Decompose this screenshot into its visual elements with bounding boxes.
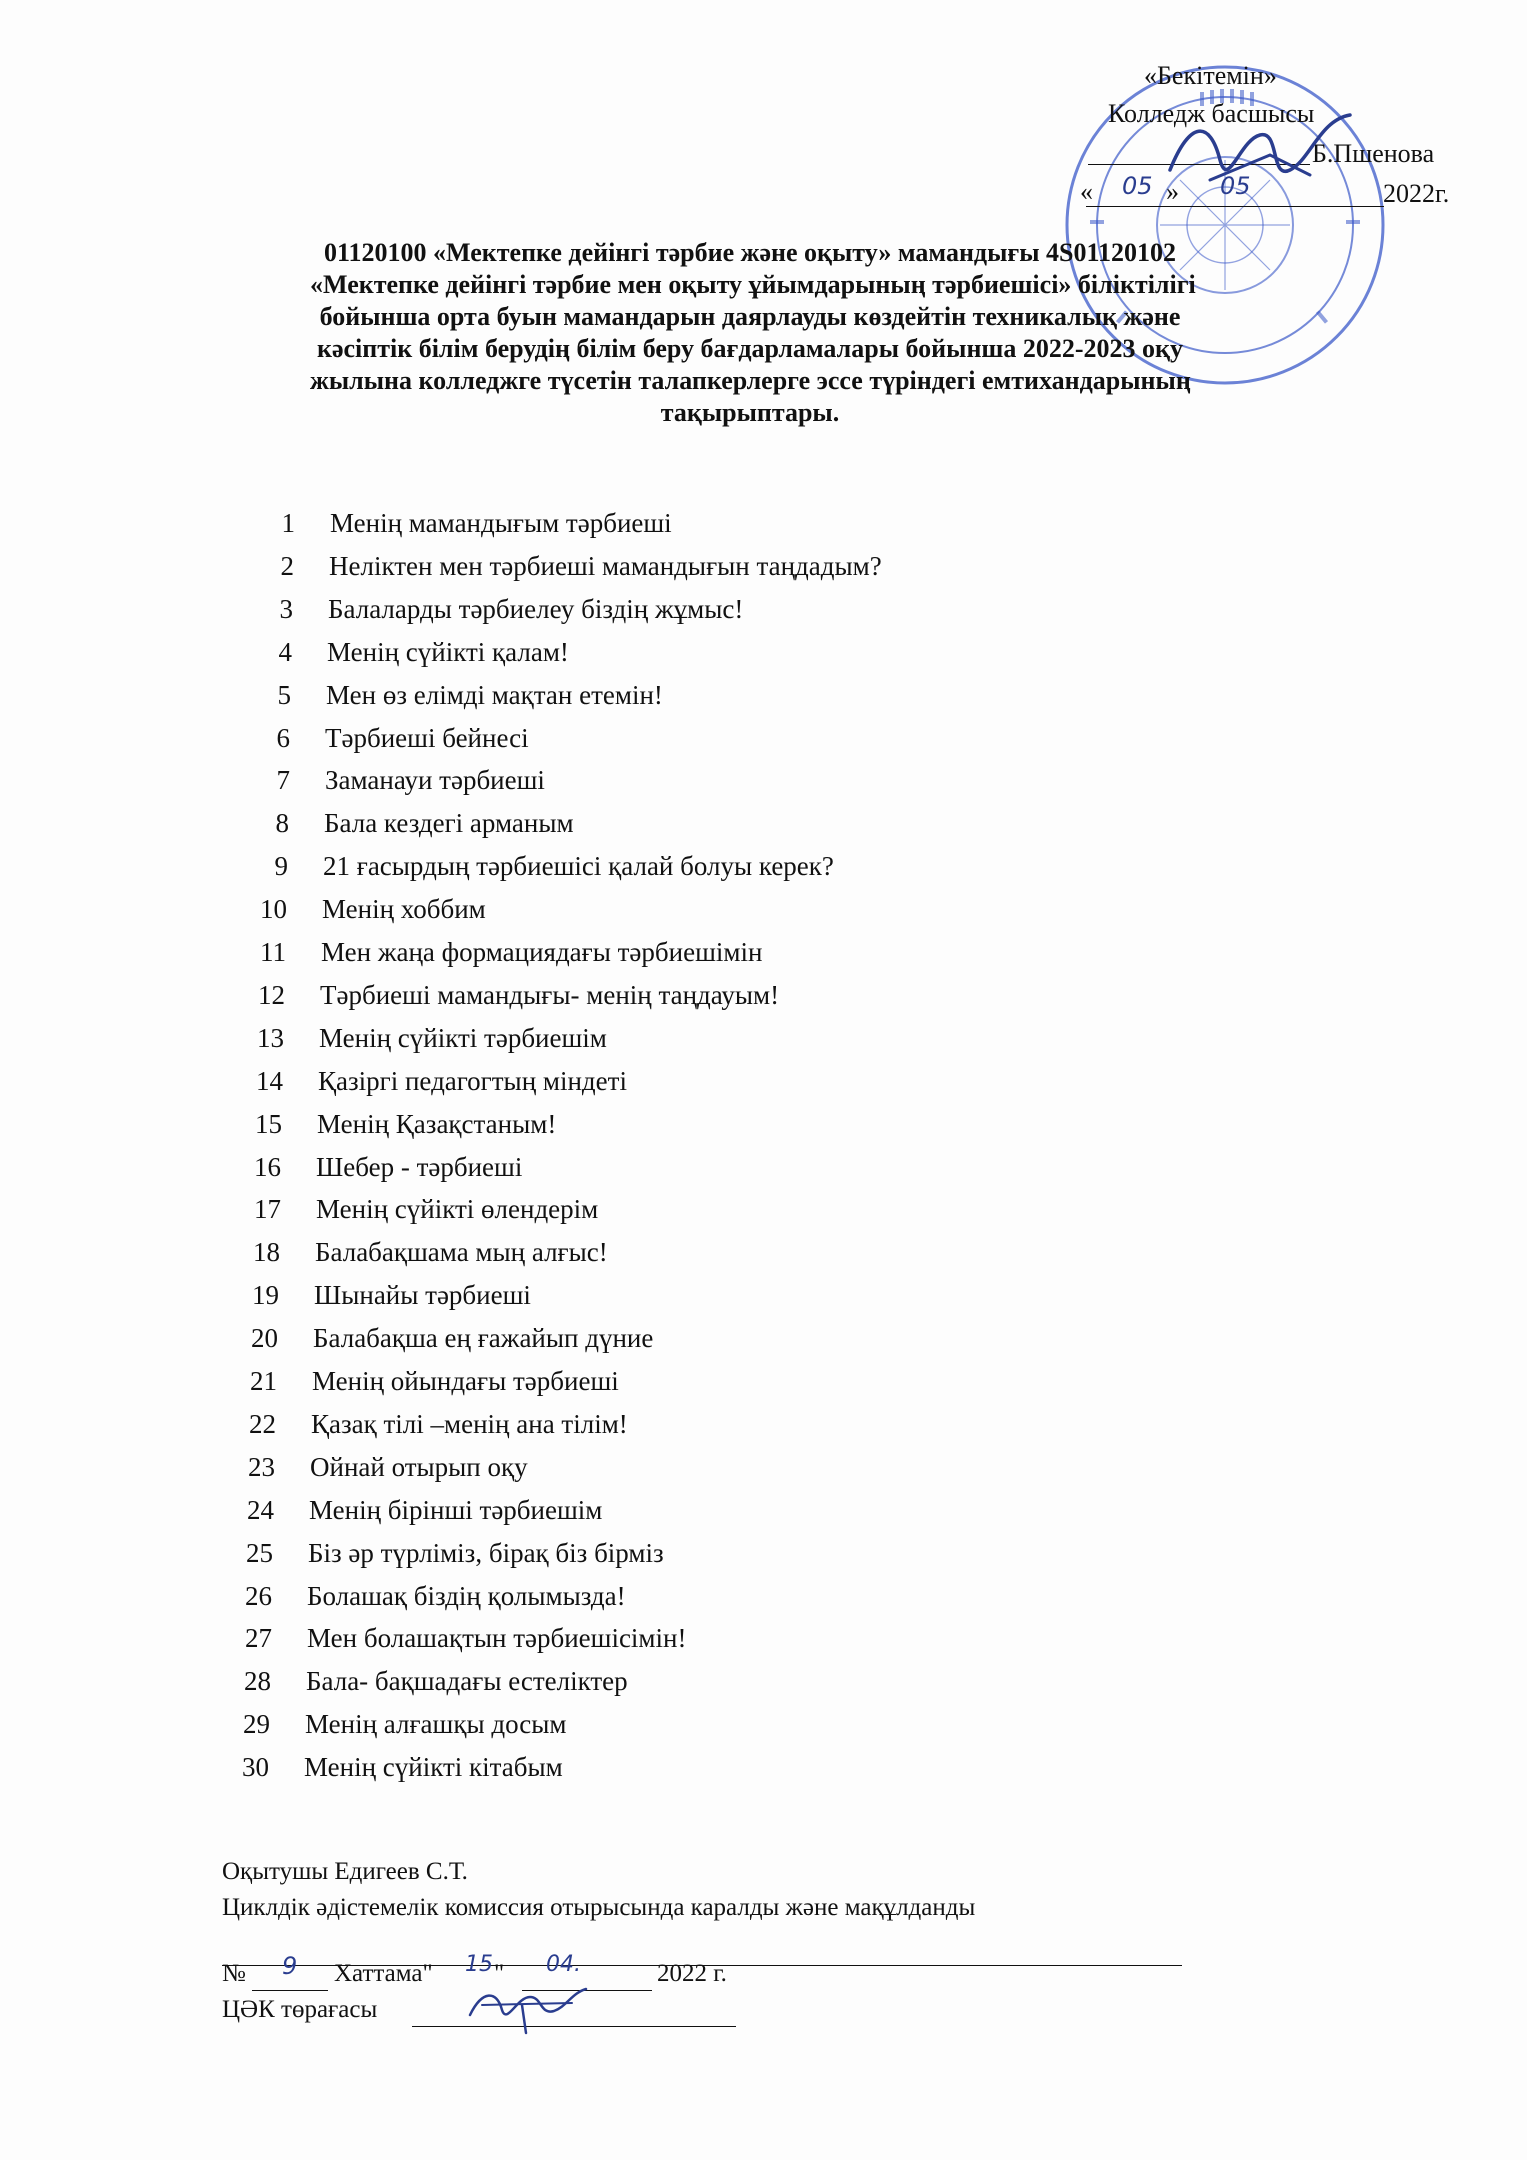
topic-number: 11: [260, 937, 286, 967]
topic-number: 26: [245, 1581, 272, 1611]
document-heading: [310, 237, 1196, 429]
topic-text: Менің алғашқы досым: [305, 1709, 567, 1739]
topic-number: 8: [275, 808, 289, 838]
topic-number: 15: [255, 1109, 282, 1139]
heading-line: бойынша орта буын мамандарын даярлауды көздейтін техникалық және: [319, 302, 1181, 331]
protocol-number: 9: [282, 1952, 298, 1980]
heading-line: жылына колледжге түсетін талапкерлерге эссе түріндегі емтихандарының: [310, 366, 1191, 395]
topic-number: 17: [254, 1194, 281, 1224]
teacher-line: Оқытушы Едигеев С.Т.: [222, 1858, 468, 1885]
topic-text: Менің мамандығым тәрбиеші: [330, 508, 672, 538]
topic-text: Шебер - тәрбиеші: [316, 1152, 523, 1182]
topic-text: Бала- бақшадағы естеліктер: [306, 1666, 628, 1696]
topic-text: Заманауи тәрбиеші: [325, 765, 545, 795]
topic-text: Мен жаңа формациядағы тәрбиешімін: [321, 937, 763, 967]
topic-text: Бала кездегі арманым: [324, 808, 574, 838]
topic-text: Шынайы тәрбиеші: [314, 1280, 531, 1310]
topic-text: Тәрбиеші мамандығы- менің таңдауым!: [320, 980, 780, 1010]
topic-text: Ойнай отырып оқу: [310, 1452, 528, 1482]
approval-day: 05: [1122, 172, 1153, 200]
topic-number: 30: [242, 1752, 269, 1782]
topic-text: Қазіргі педагогтың міндеті: [318, 1066, 627, 1096]
topic-number: 5: [277, 680, 291, 710]
topic-text: Неліктен мен тәрбиеші мамандығын таңдадым?: [329, 551, 882, 581]
chair-label: ЦӘК төрағасы: [222, 1996, 378, 2023]
approval-open-quote: «: [1080, 177, 1093, 206]
topic-number: 4: [278, 637, 292, 667]
topic-text: Менің сүйікті өлендерім: [316, 1194, 599, 1224]
topic-number: 6: [276, 723, 290, 753]
protocol-year: 2022 г.: [657, 1960, 727, 1987]
topic-number: 18: [253, 1237, 280, 1267]
topic-number: 14: [256, 1066, 283, 1096]
topic-number: 25: [246, 1538, 273, 1568]
topic-number: 16: [254, 1152, 281, 1182]
topic-number: 21: [250, 1366, 277, 1396]
topic-text: Балабақшама мың алғыс!: [315, 1237, 608, 1267]
topic-number: 7: [276, 765, 290, 795]
topic-text: Менің сүйікті кітабым: [304, 1752, 563, 1782]
protocol-number-line: [252, 1990, 328, 1991]
heading-line: 01120100 «Мектепке дейінгі тәрбие және оқыту» мамандығы 4S01120102: [323, 238, 1177, 267]
heading-line: «Мектепке дейінгі тәрбие мен оқыту ұйымдарының тәрбиешісі» біліктілігі: [310, 270, 1196, 299]
topic-text: Біз әр түрліміз, бірақ біз бірміз: [308, 1538, 664, 1568]
topic-text: Мен өз елімді мақтан етемін!: [326, 680, 663, 710]
topic-text: Балаларды тәрбиелеу біздің жұмыс!: [328, 594, 744, 624]
topic-number: 28: [244, 1666, 271, 1696]
topic-text: Менің сүйікті тәрбиешім: [319, 1023, 607, 1053]
topic-text: Болашақ біздің қолымызда!: [307, 1581, 626, 1611]
topic-text: 21 ғасырдың тәрбиешісі қалай болуы керек?: [323, 851, 834, 881]
approval-position: Колледж басшысы: [1108, 99, 1315, 128]
protocol-number-label: №: [222, 1960, 246, 1987]
topic-text: Менің ойындағы тәрбиеші: [312, 1366, 619, 1396]
topic-number: 20: [251, 1323, 278, 1353]
topic-number: 3: [279, 594, 293, 624]
approval-title: «Бекітемін»: [1144, 61, 1277, 90]
topic-text: Балабақша ең ғажайып дүние: [313, 1323, 654, 1353]
topic-text: Менің Қазақстаным!: [317, 1109, 557, 1139]
chair-signature: [462, 1975, 592, 2037]
approval-close-quote: »: [1166, 177, 1179, 206]
approver-signature: [1150, 100, 1380, 210]
topic-text: Менің бірінші тәрбиешім: [309, 1495, 603, 1525]
heading-line: кәсіптік білім берудің білім беру бағдарламалары бойынша 2022-2023 оқу: [316, 334, 1184, 363]
topic-number: 29: [243, 1709, 270, 1739]
topic-text: Менің сүйікті қалам!: [327, 637, 569, 667]
approval-month: 05: [1220, 172, 1251, 200]
approval-year: 2022г.: [1383, 179, 1450, 208]
topic-number: 1: [281, 508, 295, 538]
topic-number: 12: [258, 980, 285, 1010]
approval-name: Б.Пшенова: [1312, 139, 1435, 168]
topic-number: 27: [245, 1623, 272, 1653]
topic-number: 22: [249, 1409, 276, 1439]
topic-number: 10: [260, 894, 287, 924]
topic-number: 24: [247, 1495, 274, 1525]
topic-text: Менің хоббим: [322, 894, 486, 924]
topic-text: Қазақ тілі –менің ана тілім!: [311, 1409, 628, 1439]
commission-line: Циклдік әдістемелік комиссия отырысында каралды және мақұлданды: [222, 1894, 976, 1921]
topic-number: 13: [257, 1023, 284, 1053]
topic-number: 9: [274, 851, 288, 881]
topic-number: 23: [248, 1452, 275, 1482]
topic-number: 19: [252, 1280, 279, 1310]
protocol-month: 04.: [546, 1952, 581, 1977]
protocol-label: Хаттама": [334, 1960, 433, 1987]
protocol-day: 15: [465, 1952, 493, 1977]
topic-number: 2: [280, 551, 294, 581]
heading-line: тақырыптары.: [660, 398, 840, 427]
protocol-quote: ": [494, 1960, 505, 1987]
topic-text: Мен болашақтын тәрбиешісімін!: [307, 1623, 687, 1653]
topic-text: Тәрбиеші бейнесі: [325, 723, 529, 753]
